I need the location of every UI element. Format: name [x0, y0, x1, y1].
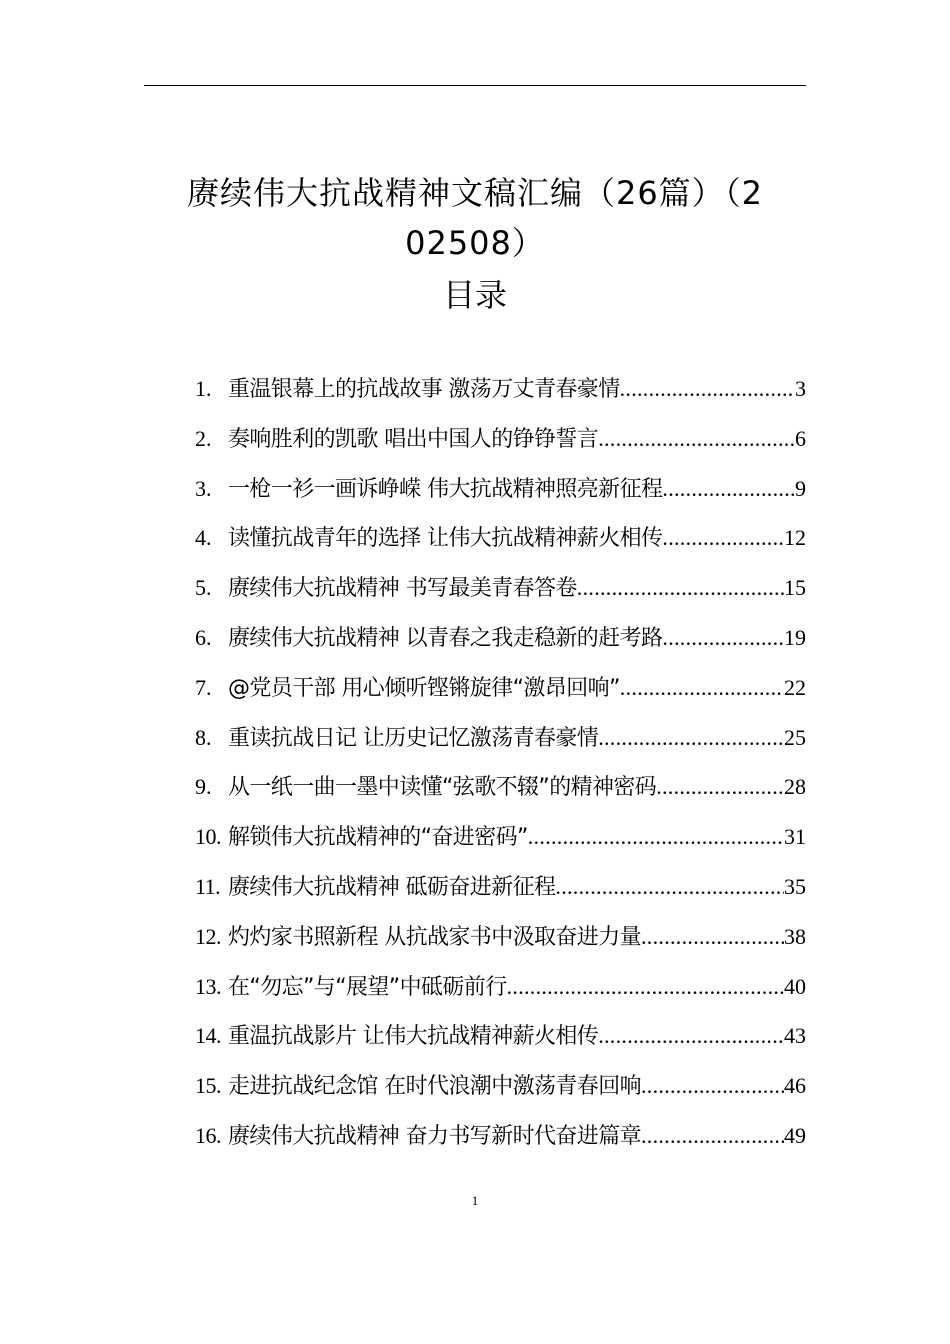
toc-entry-title: 解锁伟大抗战精神的“奋进密码” [228, 825, 528, 851]
toc-entry-13[interactable] [195, 970, 806, 1020]
toc-entry-title: 走进抗战纪念馆 在时代浪潮中激荡青春回响 [228, 1074, 641, 1100]
toc-entry-16[interactable] [195, 1119, 806, 1169]
toc-entry-number: 2. [195, 425, 212, 451]
document-title-line-2: 02508） [405, 224, 545, 262]
toc-dot-leader [620, 675, 784, 701]
toc-entry-title: 赓续伟大抗战精神 砥砺奋进新征程 [228, 874, 556, 900]
toc-entry-page: 31 [784, 824, 806, 850]
toc-dot-leader [598, 1023, 784, 1049]
toc-entry-number: 16. [195, 1122, 221, 1148]
toc-entry-number: 5. [195, 575, 212, 601]
toc-entry-title: 在“勿忘”与“展望”中砥砺前行 [228, 974, 507, 1000]
toc-entry-15[interactable] [195, 1069, 806, 1119]
toc-entry-title: 赓续伟大抗战精神 以青春之我走稳新的赶考路 [228, 625, 663, 651]
toc-entry-title: 灼灼家书照新程 从抗战家书中汲取奋进力量 [228, 924, 641, 950]
document-title [140, 168, 810, 268]
toc-dot-leader [656, 774, 784, 800]
toc-entry-number: 4. [195, 525, 212, 551]
toc-dot-leader [555, 874, 784, 900]
toc-entry-page: 9 [795, 475, 806, 501]
toc-entry-number: 14. [195, 1023, 221, 1049]
toc-dot-leader [507, 974, 784, 1000]
toc-entry-number: 3. [195, 475, 212, 501]
toc-entry-page: 6 [795, 425, 806, 451]
toc-entry-title: 赓续伟大抗战精神 奋力书写新时代奋进篇章 [228, 1123, 641, 1149]
toc-dot-leader [598, 725, 784, 751]
toc-entry-title: 重温银幕上的抗战故事 激荡万丈青春豪情 [228, 377, 620, 402]
toc-dot-leader [641, 924, 784, 950]
toc-dot-leader [598, 426, 795, 452]
toc-entry-page: 19 [784, 624, 806, 650]
toc-entry-11[interactable] [195, 870, 806, 920]
toc-entry-title: 读懂抗战青年的选择 让伟大抗战精神薪火相传 [228, 526, 663, 552]
toc-entry-page: 12 [784, 525, 806, 551]
toc-entry-3[interactable] [195, 472, 806, 522]
toc-entry-number: 10. [195, 824, 221, 850]
toc-entry-title: 奏响胜利的凯歌 唱出中国人的铮铮誓言 [228, 426, 599, 452]
toc-entry-title: @党员干部 用心倾听铿锵旋律“激昂回响” [228, 675, 620, 701]
toc-entry-1[interactable] [195, 372, 806, 422]
table-of-contents [195, 372, 806, 1169]
toc-entry-title: 一枪一衫一画诉峥嵘 伟大抗战精神照亮新征程 [228, 476, 663, 502]
toc-entry-14[interactable] [195, 1019, 806, 1069]
toc-entry-8[interactable] [195, 721, 806, 771]
toc-entry-title: 赓续伟大抗战精神 书写最美青春答卷 [228, 576, 577, 602]
toc-entry-page: 3 [795, 376, 806, 401]
toc-entry-page: 38 [784, 923, 806, 949]
toc-entry-title: 从一纸一曲一墨中读懂“弦歌不辍”的精神密码 [228, 775, 657, 801]
toc-entry-page: 40 [784, 973, 806, 999]
toc-entry-page: 43 [784, 1023, 806, 1049]
toc-entry-number: 15. [195, 1073, 221, 1099]
toc-entry-page: 25 [784, 724, 806, 750]
toc-entry-6[interactable] [195, 621, 806, 671]
toc-dot-leader [620, 376, 795, 402]
toc-entry-number: 7. [195, 674, 212, 700]
toc-entry-number: 6. [195, 624, 212, 650]
toc-entry-number: 12. [195, 923, 221, 949]
page-number: 1 [471, 1193, 479, 1208]
toc-dot-leader [662, 476, 795, 502]
toc-entry-number: 11. [195, 873, 221, 899]
toc-entry-page: 35 [784, 873, 806, 899]
toc-entry-page: 15 [784, 575, 806, 601]
toc-entry-number: 13. [195, 973, 221, 999]
toc-entry-2[interactable] [195, 422, 806, 472]
toc-dot-leader [662, 525, 784, 551]
toc-entry-page: 22 [784, 674, 806, 700]
toc-dot-leader [641, 1123, 784, 1149]
toc-entry-number: 1. [195, 376, 212, 401]
toc-entry-9[interactable] [195, 770, 806, 820]
toc-entry-10[interactable] [195, 820, 806, 870]
toc-dot-leader [641, 1073, 784, 1099]
toc-dot-leader [528, 824, 784, 850]
toc-dot-leader [662, 625, 784, 651]
document-title-line-1: 赓续伟大抗战精神文稿汇编（26篇）（2 [186, 174, 764, 212]
toc-entry-title: 重读抗战日记 让历史记忆激荡青春豪情 [228, 725, 599, 751]
toc-entry-7[interactable] [195, 671, 806, 721]
toc-heading: 目录 [442, 276, 507, 314]
toc-entry-number: 9. [195, 774, 212, 800]
toc-dot-leader [577, 575, 784, 601]
toc-entry-page: 28 [784, 774, 806, 800]
header-rule [144, 85, 806, 86]
toc-entry-4[interactable] [195, 521, 806, 571]
toc-entry-12[interactable] [195, 920, 806, 970]
toc-entry-number: 8. [195, 724, 212, 750]
toc-entry-5[interactable] [195, 571, 806, 621]
toc-entry-page: 49 [784, 1122, 806, 1148]
toc-entry-title: 重温抗战影片 让伟大抗战精神薪火相传 [228, 1024, 599, 1050]
toc-entry-page: 46 [784, 1073, 806, 1099]
